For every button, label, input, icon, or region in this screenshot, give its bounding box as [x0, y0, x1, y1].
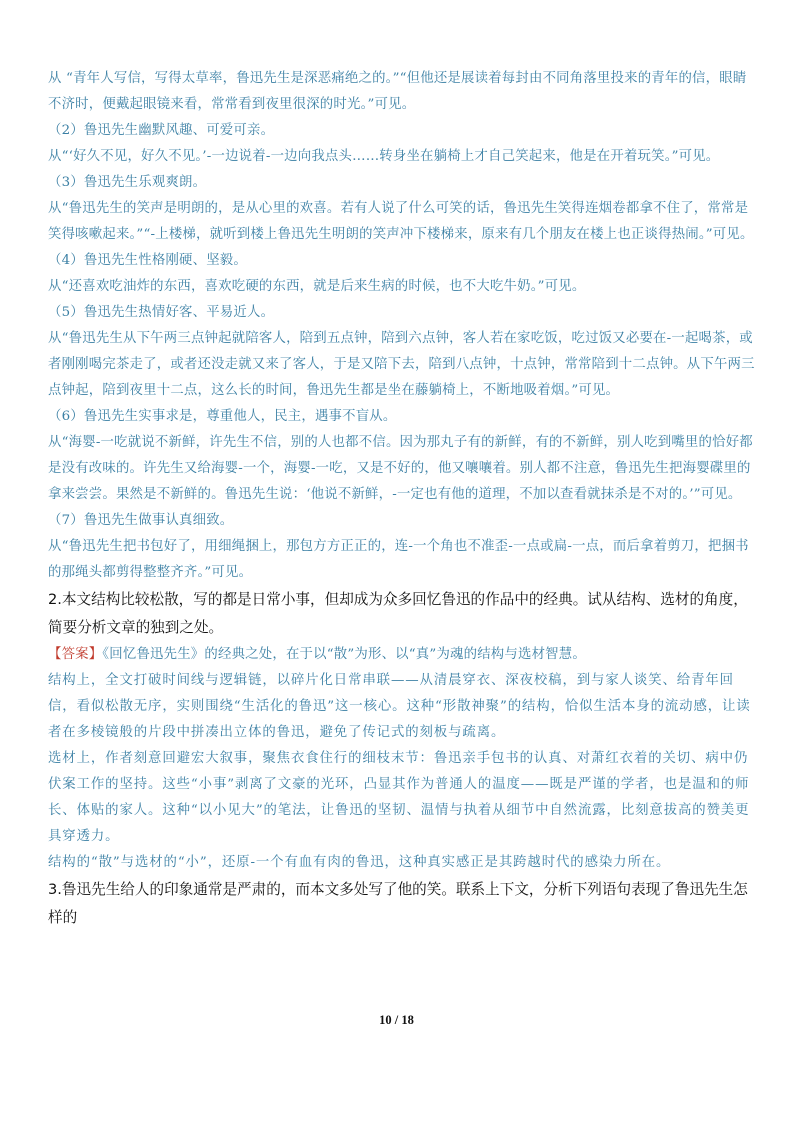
answer-tag: 【答案】: [48, 647, 103, 662]
answer-intro-text: 《回忆鲁迅先生》的经典之处，在于以“散”为形、以“真”为魂的结构与选材智慧。: [102, 647, 586, 662]
answer-intro: [48, 642, 758, 668]
answer-paragraph: 从 “青年人写信，写得太草率，鲁迅先生是深恶痛绝之的。”“但他还是展读着每封由不同角落里投来的青年的信，眼睛不济时，便戴起眼镜来看，常常看到夜里很深的时光。”可见。: [48, 71, 747, 112]
point-heading-5: （5）鲁迅先生热情好客、平易近人。: [48, 305, 275, 320]
question-3: 3.鲁迅先生给人的印象通常是严肃的，而本文多处写了他的笑。联系上下文，分析下列语句表现了鲁迅先生怎样的: [48, 881, 748, 926]
answer-paragraph: 从“鲁迅先生把书包好了，用细绳捆上，那包方方正正的，连-一个角也不准歪-一点或扁-一点，而后拿着剪刀，把捆书的那绳头都剪得整整齐齐。”可见。: [48, 539, 749, 580]
point-heading-4: （4）鲁迅先生性格刚硬、坚毅。: [48, 253, 247, 268]
answer-paragraph: 从“鲁迅先生的笑声是明朗的，是从心里的欢喜。若有人说了什么可笑的话，鲁迅先生笑得连烟卷都拿不住了，常常是笑得咳嗽起来。”“-上楼梯，就听到楼上鲁迅先生明朗的笑声冲下楼梯来，原来有几个朋友在楼上也正谈得热闹。”可见。: [48, 201, 754, 242]
answer-paragraph: 从“还喜欢吃油炸的东西，喜欢吃硬的东西，就是后来生病的时候，也不大吃牛奶。”可见。: [48, 279, 586, 294]
answer-paragraph: 选材上，作者刻意回避宏大叙事，聚焦衣食住行的细枝末节：鲁迅亲手包书的认真、对萧红衣着的关切、病中仍伏案工作的坚持。这些“小事”剥离了文豪的光环，凸显其作为普通人的温度——既是严谨的学者，也是温和的师长、体贴的家人。这种“以小见大”的笔法，让鲁迅的坚韧、温情与执着从细节中自然流露，比刻意拔高的赞美更具穿透力。: [48, 751, 750, 844]
document-body: [48, 66, 758, 932]
point-heading-7: （7）鲁迅先生做事认真细致。: [48, 513, 234, 528]
answer-paragraph: 从“鲁迅先生从下午两三点钟起就陪客人，陪到五点钟，陪到六点钟，客人若在家吃饭，吃过饭又必要在-一起喝茶，或者刚刚喝完茶走了，或者还没走就又来了客人，于是又陪下去，陪到八点钟，十点钟，常常陪到十二点钟。从下午两三点钟起，陪到夜里十二点，这么长的时间，鲁迅先生都是坐在藤躺椅上，不断地吸着烟。”可见。: [48, 331, 755, 398]
answer-paragraph: 结构上，全文打破时间线与逻辑链，以碎片化日常串联——从清晨穿衣、深夜校稿，到与家人谈笑、给青年回信，看似松散无序，实则围绕“生活化的鲁迅”这一核心。这种“形散神聚”的结构，恰似生活本身的流动感，让读者在多棱镜般的片段中拼凑出立体的鲁迅，避免了传记式的刻板与疏离。: [48, 673, 751, 740]
answer-paragraph: 结构的“散”与选材的“小”，还原-一个有血有肉的鲁迅，这种真实感正是其跨越时代的感染力所在。: [48, 855, 671, 870]
page-number: 10 / 18: [379, 1013, 414, 1027]
answer-paragraph: 从“海婴-一吃就说不新鲜，许先生不信，别的人也都不信。因为那丸子有的新鲜，有的不新鲜，别人吃到嘴里的恰好都是没有改味的。许先生又给海婴-一个，海婴-一吃，又是不好的，他又嚷嚷着。别人都不注意，鲁迅先生把海婴碟里的拿来尝尝。果然是不新鲜的。鲁迅先生说：‘他说不新鲜，-一定也有他的道理，不加以查看就抹杀是不对的。’”可见。: [48, 435, 753, 502]
point-heading-3: （3）鲁迅先生乐观爽朗。: [48, 175, 207, 190]
question-2: 2.本文结构比较松散，写的都是日常小事，但却成为众多回忆鲁迅的作品中的经典。试从结构、选材的角度，简要分析文章的独到之处。: [48, 591, 748, 636]
answer-paragraph: 从“‘好久不见，好久不见。’-一边说着-一边向我点头……转身坐在躺椅上才自己笑起来，他是在开着玩笑。”可见。: [48, 149, 720, 164]
point-heading-2: （2）鲁迅先生幽默风趣、可爱可亲。: [48, 123, 275, 138]
point-heading-6: （6）鲁迅先生实事求是，尊重他人，民主，遇事不盲从。: [48, 409, 397, 424]
